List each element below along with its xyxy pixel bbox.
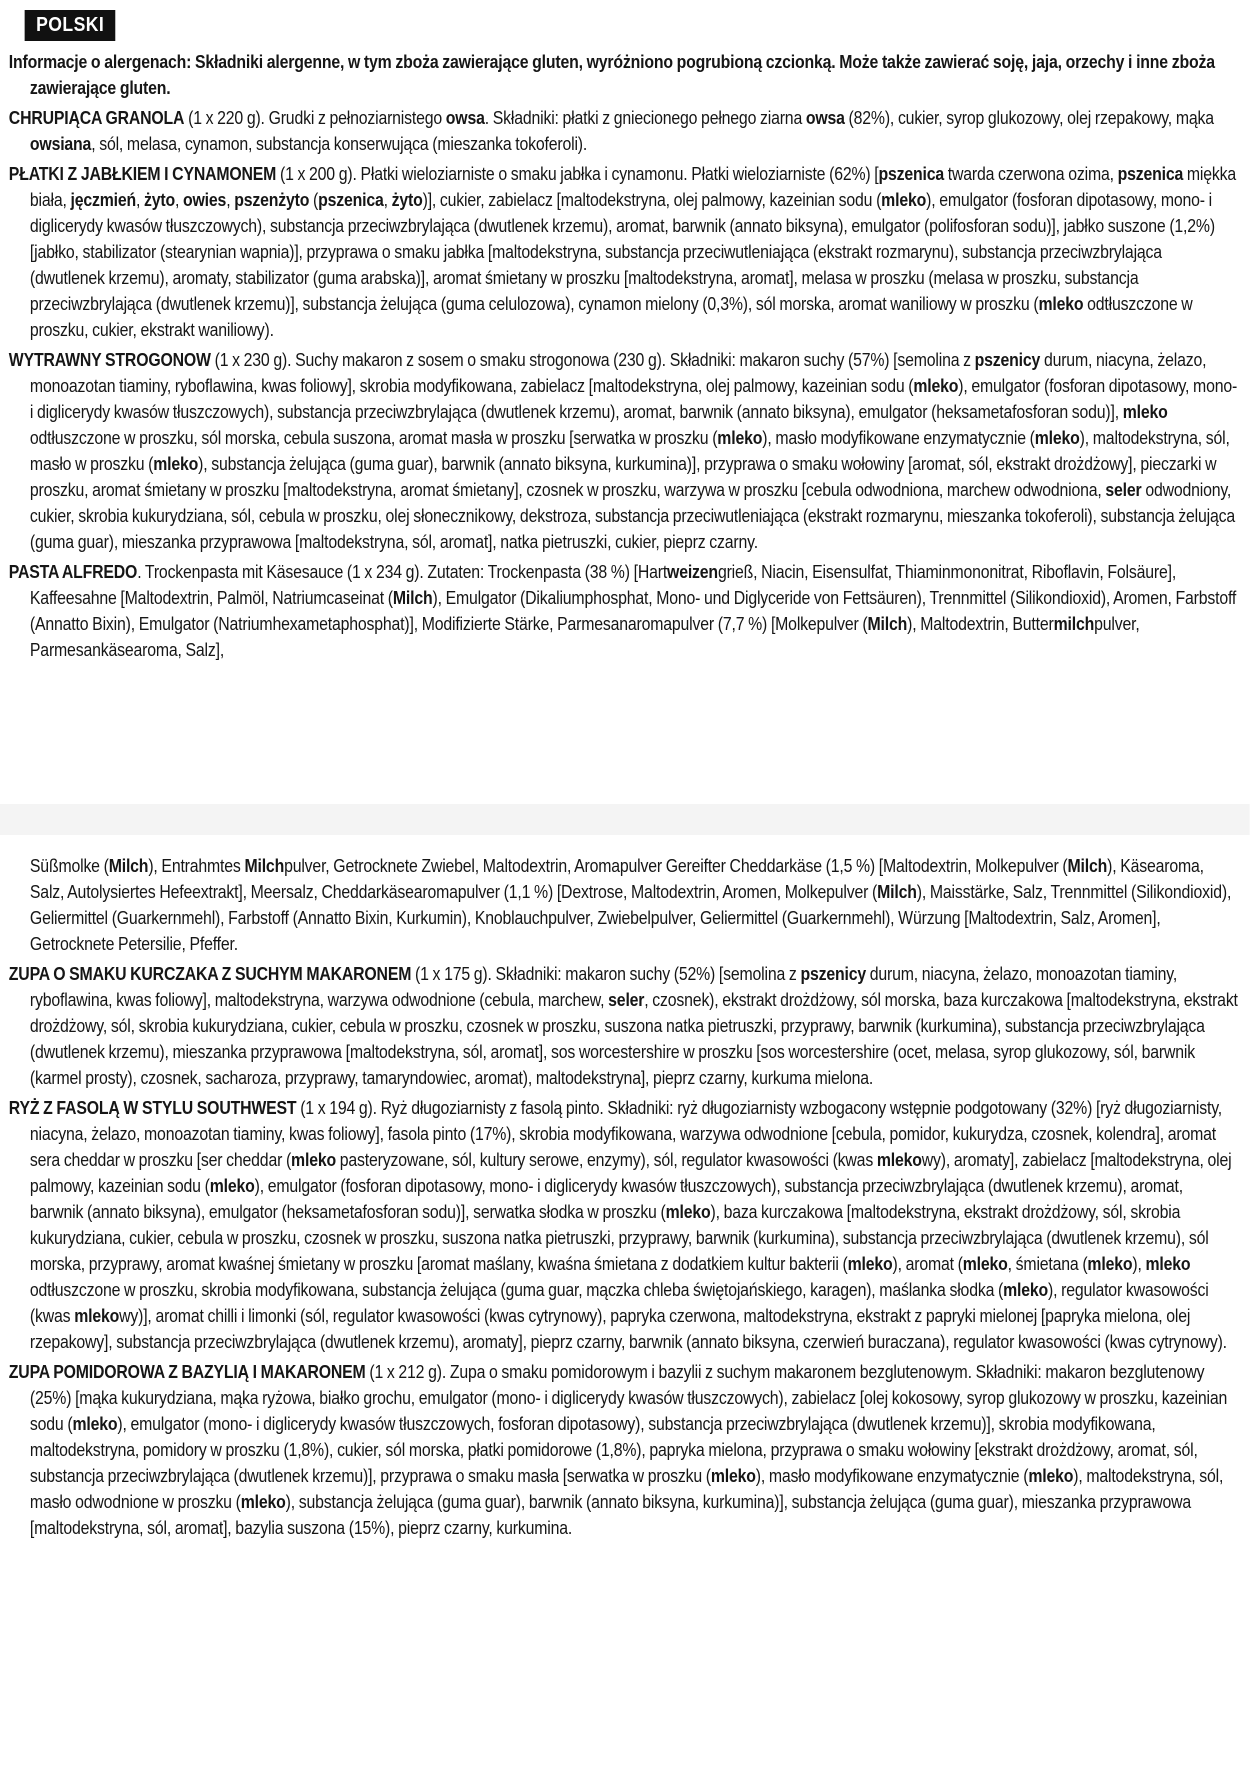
text-run: . Trockenpasta mit Käsesauce (1 x 234 g). Zutaten: Trockenpasta (38 %) [Hart: [137, 562, 668, 582]
text-run: ), Maltodextrin, Butter: [907, 614, 1054, 634]
allergen-highlight: owsa: [445, 108, 485, 128]
allergen-highlight: pszenica: [318, 190, 384, 210]
allergen-highlight: mleko: [881, 190, 927, 210]
allergen-highlight: mleko: [1145, 1254, 1191, 1274]
paragraph-chrupiaca-granola: [9, 105, 1239, 157]
allergen-highlight: mleko: [209, 1176, 255, 1196]
paragraph-pasta-alfredo: [9, 559, 1239, 663]
text-run: ), emulgator (fosforan dipotasowy, mono- i diglicerydy kwasów tłuszczowych), substancja przeciwzbrylająca (dwutlenek krzemu), aromat, barwnik (annato biksyna), emulgator (heksametafosforan sodu)], serwatka słodka w proszku (: [29, 1176, 1183, 1222]
allergen-highlight: Milch: [877, 882, 917, 902]
allergen-highlight: RYŻ Z FASOLĄ W STYLU SOUTHWEST: [8, 1098, 297, 1118]
allergen-highlight: pszenica: [878, 164, 944, 184]
text-run: ), substancja żelująca (guma guar), barwnik (annato biksyna, kurkumina)], przyprawa o smaku wołowiny [aromat, sól, ekstrakt drożdżowy], pieczarki w proszku, aromat śmietany w proszku [maltodekstryna, aromat śmietany], czosnek w proszku, warzywa w proszku [cebula odwodniona, marchew odwodniona,: [29, 454, 1217, 500]
text-run: durum, niacyna, żelazo, monoazotan tiaminy, ryboflawina, kwas foliowy], maltodekstryna, warzywa odwodnione (cebula, marchew,: [29, 964, 1178, 1010]
allergen-highlight: mleko: [1087, 1254, 1133, 1274]
allergen-highlight: pszenicy: [800, 964, 866, 984]
text-run: odtłuszczone w proszku, cukier, ekstrakt waniliowy).: [29, 294, 1193, 340]
text-run: )], cukier, zabielacz [maltodekstryna, olej palmowy, kazeinian sodu (: [422, 190, 882, 210]
text-run: ,: [226, 190, 235, 210]
text-run: ), baza kurczakowa [maltodekstryna, ekstrakt drożdżowy, sól, skrobia kukurydziana, cukier, cebula w proszku, czosnek w proszku, suszona natka pietruszki, przyprawy, barwnik (kurkumina), substancja przeciwzbrylająca (dwutlenek krzemu), sól morska, przyprawy, aromat kwaśnej śmietany w proszku [aromat maślany, kwaśna śmietana z dodatkiem kultur bakterii (: [29, 1202, 1209, 1274]
spacer: [0, 835, 1250, 853]
text-run: ,: [175, 190, 184, 210]
text-run: ), masło modyfikowane enzymatycznie (: [762, 428, 1035, 448]
text-run: ), substancja żelująca (guma guar), barwnik (annato biksyna, kurkumina)], substancja żelująca (guma guar), mieszanka przyprawowa [maltodekstryna, sól, aromat], bazylia suszona (15%), pieprz czarny, kurkumina.: [29, 1492, 1192, 1538]
allergen-highlight: mleko: [717, 428, 763, 448]
allergen-highlight: Milch: [867, 614, 908, 634]
allergen-highlight: ZUPA O SMAKU KURCZAKA Z SUCHYM MAKARONEM: [8, 964, 412, 984]
text-run: twarda czerwona ozima,: [943, 164, 1118, 184]
page-break-band: [0, 804, 1250, 835]
allergen-highlight: WYTRAWNY STROGONOW: [8, 350, 211, 370]
text-run: pulver, Parmesankäsearoma, Salz],: [29, 614, 1140, 660]
allergen-highlight: żyto: [144, 190, 176, 210]
allergen-highlight: pszenica: [1117, 164, 1184, 184]
allergen-highlight: PASTA ALFREDO: [8, 562, 138, 582]
allergen-highlight: mleko: [665, 1202, 711, 1222]
text-run: odtłuszczone w proszku, sól morska, cebula suszona, aromat masła w proszku [serwatka w proszku (: [29, 428, 718, 448]
text-run: (1 x 212 g). Zupa o smaku pomidorowym i bazylii z suchym makaronem bezglutenowym. Składniki: makaron bezglutenowy (25%) [mąka kukurydziana, mąka ryżowa, białko grochu, emulgator (mono- i diglicerydy kwasów tłuszczowych), zabielacz [olej kokosowy, syrop glukozowy w proszku, kazeinian sodu (: [29, 1362, 1228, 1434]
allergen-highlight: milch: [1053, 614, 1095, 634]
allergen-highlight: mleko: [1003, 1280, 1048, 1300]
allergen-highlight: pszenżyto: [234, 190, 310, 210]
text-run: Süßmolke (: [29, 856, 109, 876]
allergen-highlight: mleko: [962, 1254, 1008, 1274]
text-run: ), Emulgator (Dikaliumphosphat, Mono- und Diglyceride von Fettsäuren), Trennmittel (Silikondioxid), Aromen, Farbstoff (Annatto Bixin), Emulgator (Natriumhexametaphosphat)], Modifizierte Stärke, Parmesanaromapulver (7,7 %) [Molkepulver (: [29, 588, 1237, 634]
paragraph-ryz-z-fasola: [9, 1095, 1239, 1355]
text-run: , czosnek), ekstrakt drożdżowy, sól morska, baza kurczakowa [maltodekstryna, ekstrakt drożdżowy, sól, skrobia kukurydziana, cukier, cebula w proszku, czosnek w proszku, suszona natka pietruszki, przyprawy, barwnik (kurkumina), substancja przeciwzbrylająca (dwutlenek krzemu), mieszanka przyprawowa [maltodekstryna, sól, aromat], sos worcestershire w proszku [sos worcestershire (ocet, melasa, syrop glukozowy, sól, barwnik (karmel prosty), czosnek, sacharoza, przyprawy, tamaryndowiec, aromat), maltodekstryna], pieprz czarny, kurkuma mielona.: [29, 990, 1238, 1088]
text-run: miękka biała,: [29, 164, 1237, 210]
allergen-highlight: mleko: [1034, 428, 1080, 448]
allergen-highlight: mleko: [240, 1492, 286, 1512]
text-run: (1 x 194 g). Ryż długoziarnisty z fasolą pinto. Składniki: ryż długoziarnisty wzbogacony wstępnie podgotowany (32%) [ryż długoziarnisty, niacyna, żelazo, monoazotan tiaminy, kwas foliowy], fasola pinto (17%), skrobia modyfikowana, warzywa odwodnione [cebula, pomidor, kukurydza, czosnek, kolendra], aromat sera cheddar w proszku [ser cheddar (: [29, 1098, 1222, 1170]
text-run: (: [309, 190, 319, 210]
paragraph-zupa-kurczaka: [9, 961, 1239, 1091]
text-run: ), regulator kwasowości (kwas: [29, 1280, 1209, 1326]
text-run: ),: [1132, 1254, 1146, 1274]
text-run: ), maltodekstryna, sól, masło w proszku (: [29, 428, 1230, 474]
allergen-highlight: mleko: [876, 1150, 922, 1170]
allergen-notice: [9, 49, 1239, 101]
text-run: ), Käsearoma, Salz, Autolysiertes Hefeextrakt], Meersalz, Cheddarkäsearomapulver (1,1 %) [Dextrose, Maltodextrin, Aromen, Molkepulver (: [29, 856, 1204, 902]
text-run: grieß, Niacin, Eisensulfat, Thiaminmononitrat, Riboflavin, Folsäure], Kaffeesahne [Maltodextrin, Palmöl, Natriumcaseinat (: [29, 562, 1177, 608]
allergen-highlight: Milch: [108, 856, 149, 876]
allergen-highlight: owies: [183, 190, 227, 210]
text-run: odtłuszczone w proszku, skrobia modyfikowana, substancja żelująca (guma guar, mączka chleba świętojańskiego, karagen), maślanka słodka (: [29, 1280, 1004, 1300]
text-run: (82%), cukier, syrop glukozowy, olej rzepakowy, mąka: [844, 108, 1214, 128]
text-run: wy), aromaty], zabielacz [maltodekstryna, olej palmowy, kazeinian sodu (: [29, 1150, 1232, 1196]
allergen-highlight: owsa: [805, 108, 845, 128]
allergen-highlight: Milch: [1067, 856, 1108, 876]
paragraph-platki-z-jablkiem: [9, 161, 1239, 343]
text-run: ), aromat (: [892, 1254, 963, 1274]
allergen-highlight: Milch: [392, 588, 433, 608]
language-badge: POLSKI: [25, 10, 116, 41]
paragraph-zupa-pomidorowa: [9, 1359, 1239, 1541]
text-run: pulver, Getrocknete Zwiebel, Maltodextrin, Aromapulver Gereifter Cheddarkäse (1,5 %) [Maltodextrin, Molkepulver (: [284, 856, 1068, 876]
text-run: , śmietana (: [1007, 1254, 1088, 1274]
text-run: (1 x 200 g). Płatki wieloziarniste o smaku jabłka i cynamonu. Płatki wieloziarniste (62%) [: [276, 164, 879, 184]
text-run: , sól, melasa, cynamon, substancja konserwująca (mieszanka tokoferoli).: [91, 134, 588, 154]
text-run: durum, niacyna, żelazo, monoazotan tiaminy, ryboflawina, kwas foliowy], skrobia modyfikowana, zabielacz [maltodekstryna, olej palmowy, kazeinian sodu (: [29, 350, 1207, 396]
text-run: pasteryzowane, sól, kultury serowe, enzymy), sól, regulator kwasowości (kwas: [335, 1150, 877, 1170]
allergen-highlight: ZUPA POMIDOROWA Z BAZYLIĄ I MAKARONEM: [8, 1362, 366, 1382]
text-run: ), emulgator (mono- i diglicerydy kwasów tłuszczowych, fosforan dipotasowy), substancja przeciwzbrylająca (dwutlenek krzemu)], skrobia modyfikowana, maltodekstryna, pomidory w proszku (1,8%), cukier, sól morska, płatki pomidorowe (1,8%), papryka mielona, przyprawa o smaku wołowiny [ekstrakt drożdżowy, aromat, sól, substancja przeciwzbrylająca (dwutlenek krzemu)], przyprawa o smaku masła [serwatka w proszku (: [29, 1414, 1198, 1486]
text-run: (1 x 230 g). Suchy makaron z sosem o smaku strogonowa (230 g). Składniki: makaron suchy (57%) [semolina z: [210, 350, 975, 370]
text-run: odwodniony, cukier, skrobia kukurydziana, sól, cebula w proszku, olej słonecznikowy, dekstroza, substancja przeciwutleniająca (ekstrakt rozmarynu, mieszanka tokoferoli), substancja żelująca (guma guar), mieszanka przyprawowa [maltodekstryna, sól, aromat], natka pietruszki, cukier, pieprz czarny.: [29, 480, 1236, 552]
text-run: ), Entrahmtes: [148, 856, 245, 876]
allergen-highlight: mleko: [74, 1306, 120, 1326]
allergen-highlight: seler: [1105, 480, 1142, 500]
text-run: ), emulgator (fosforan dipotasowy, mono- i diglicerydy kwasów tłuszczowych), substancja przeciwzbrylająca (dwutlenek krzemu), aromat, barwnik (annato biksyna), emulgator (polifosforan sodu)], jabłko suszone (1,2%) [jabłko, stabilizator (stearynian wapnia)], przyprawa o smaku jabłka [maltodekstryna, substancja przeciwutleniająca (ekstrakt rozmarynu), substancja przeciwzbrylająca (dwutlenek krzemu), aromaty, stabilizator (guma arabska)], aromat śmietany w proszku [maltodekstryna, aromat], melasa w proszku (melasa w proszku, substancja przeciwzbrylająca (dwutlenek krzemu)], substancja żelująca (guma celulozowa), cynamon mielony (0,3%), sól morska, aromat waniliowy w proszku (: [29, 190, 1215, 314]
text-run: ), masło modyfikowane enzymatycznie (: [755, 1466, 1029, 1486]
allergen-highlight: mleko: [72, 1414, 118, 1434]
allergen-highlight: PŁATKI Z JABŁKIEM I CYNAMONEM: [8, 164, 277, 184]
text-run: ), emulgator (fosforan dipotasowy, mono- i diglicerydy kwasów tłuszczowych), substancja przeciwzbrylająca (dwutlenek krzemu), aromat, barwnik (annato biksyna), emulgator (heksametafosforan sodu)],: [29, 376, 1238, 422]
text-run: (1 x 220 g). Grudki z pełnoziarnistego: [184, 108, 446, 128]
text-run: ), Maisstärke, Salz, Trennmittel (Silikondioxid), Geliermittel (Guarkernmehl), Farbstoff (Annatto Bixin, Kurkumin), Knoblauchpulver, Zwiebelpulver, Geliermittel (Guarkernmehl), Würzung [Maltodextrin, Salz, Aromen], Getrocknete Petersilie, Pfeffer.: [29, 882, 1232, 954]
text-run: wy)], aromat chilli i limonki (sól, regulator kwasowości (kwas cytrynowy), papryka czerwona, maltodekstryna, ekstrakt z papryki mielonej [papryka mielona, olej rzepakowy], substancja przeciwzbrylająca (dwutlenek krzemu), aromaty], pieprz czarny, barwnik (annato biksyna, czerwień buraczana), regulator kwasowości (kwas cytrynowy).: [29, 1306, 1227, 1352]
allergen-highlight: mleko: [1028, 1466, 1074, 1486]
allergen-highlight: pszenicy: [974, 350, 1041, 370]
document-body: [0, 49, 1250, 1541]
text-run: ,: [136, 190, 145, 210]
allergen-highlight: Informacje o alergenach: Składniki alergenne, w tym zboża zawierające gluten, wyróżniono pogrubioną czcionką. Może także zawierać soję, jaja, orzechy i inne zboża zawierające gluten.: [8, 52, 1215, 98]
allergen-highlight: mleko: [153, 454, 199, 474]
text-run: ), maltodekstryna, sól, masło odwodnione w proszku (: [29, 1466, 1224, 1512]
paragraph-pasta-alfredo-continued: [9, 853, 1239, 957]
spacer: [0, 667, 1250, 804]
allergen-highlight: owsiana: [29, 134, 92, 154]
allergen-highlight: weizen: [667, 562, 718, 582]
text-run: . Składniki: płatki z gniecionego pełnego ziarna: [484, 108, 806, 128]
allergen-highlight: żyto: [391, 190, 423, 210]
allergen-highlight: CHRUPIĄCA GRANOLA: [8, 108, 185, 128]
allergen-highlight: mleko: [847, 1254, 893, 1274]
allergen-highlight: mleko: [710, 1466, 756, 1486]
allergen-highlight: mleko: [913, 376, 959, 396]
text-run: (1 x 175 g). Składniki: makaron suchy (52%) [semolina z: [411, 964, 801, 984]
allergen-highlight: jęczmień: [70, 190, 137, 210]
allergen-highlight: Milch: [244, 856, 285, 876]
paragraph-wytrawny-strogonow: [9, 347, 1239, 555]
allergen-highlight: mleko: [1038, 294, 1084, 314]
allergen-highlight: seler: [608, 990, 645, 1010]
text-run: ,: [383, 190, 392, 210]
allergen-highlight: mleko: [291, 1150, 336, 1170]
allergen-highlight: mleko: [1122, 402, 1168, 422]
